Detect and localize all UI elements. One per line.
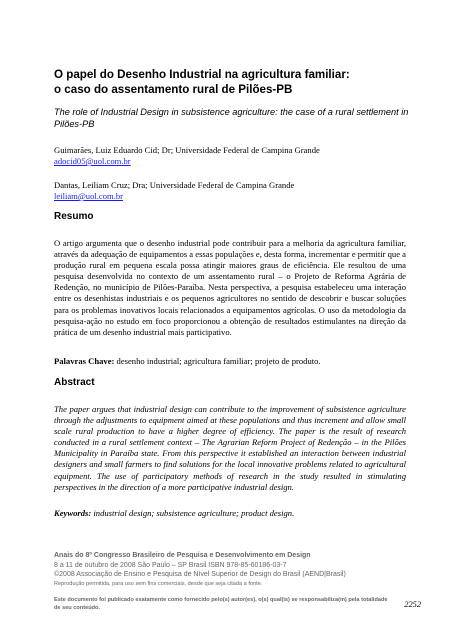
footer-copyright: ©2008 Associação de Ensino e Pesquisa de Nível Superior de Design do Brasil (AEND|Brasil) (54, 571, 346, 578)
author-block-2 (54, 180, 414, 202)
footer-disclaimer: Este documento foi publicado exatamente como fornecido pelo(s) autor(es), o(s) qual(is) se responsabiliza(m) pela totalidade de seu conteúdo. (54, 597, 388, 611)
palavras-chave-label: Palavras Chave: (54, 356, 115, 366)
keywords (54, 508, 406, 519)
abstract-heading: Abstract (54, 377, 95, 388)
author-name: Dantas, Leiliam Cruz; Dra; Universidade Federal de Campina Grande (54, 180, 295, 190)
english-title: The role of Industrial Design in subsistence agriculture: the case of a rural settlement in Pilões-PB (54, 107, 409, 129)
footer-conference: Anais do 8º Congresso Brasileiro de Pesquisa e Desenvolvimento em Design (54, 552, 311, 559)
palavras-chave-text: desenho industrial; agricultura familiar; projeto de produto. (114, 356, 321, 366)
title-line-2: o caso do assentamento rural de Pilões-PB (54, 83, 293, 96)
resumo-heading: Resumo (54, 211, 94, 222)
author-name: Guimarães, Luiz Eduardo Cid; Dr; Universidade Federal de Campina Grande (54, 145, 320, 155)
page-number: 2252 (404, 600, 421, 609)
author-email-link[interactable]: leiliam@uol.com.br (54, 191, 124, 201)
footer-dates: 8 a 11 de outubro de 2008 São Paulo – SP Brasil ISBN 978-85-60186-03-7 (54, 562, 287, 569)
keywords-label: Keywords: (54, 508, 92, 518)
author-block-1 (54, 145, 414, 167)
title-line-1: O papel do Desenho Industrial na agricultura familiar: (54, 68, 350, 81)
abstract-text: The paper argues that industrial design can contribute to the improvement of subsistence agriculture through the adjustments to equipment aimed at these populations and thus increment and allow small scale rural production to have a higher degree of efficiency. The paper is the result of research conducted in a rural settlement context – The Agrarian Reform Project of Redenção – in the Pilões Municipality in Paraíba state. From this perspective it established an interaction between industrial designers and small farmers to find solutions for the local innovative problems related to agricultural equipment. The use of participatory methods of research in the study resulted in stimulating perspectives in the direction of a more participative industrial design. (54, 404, 406, 492)
resumo-text: O artigo argumenta que o desenho industrial pode contribuir para a melhoria da agricultura familiar, através da adequação de equipamentos a essas populações e, desta forma, incrementar e permitir que a produção rural em pequena escala possa atingir maiores graus de eficiência. Ele resultou de uma pesquisa desenvolvida no contexto de um assentamento rural – o Projeto de Reforma Agrária de Redenção, no município de Pilões-Paraíba. Nesta perspectiva, a pesquisa estabeleceu uma interação entre os desenhistas industriais e os pequenos agricultores no sentido de descobrir e buscar soluções para os problemas inovativos locais relacionados a equipamentos agrícolas. O uso da metodologia da pesquisa-ação no estudo em foco proporcionou a obtenção de resultados estimulantes na direção da prática de um desenho industrial mais participativo. (54, 238, 406, 337)
author-email-link[interactable]: adocid05@uol.com.br (54, 156, 131, 166)
paper-title (54, 67, 414, 97)
footer-reproduction: Reprodução permitida, para uso sem fins comerciais, desde que seja citada a fonte. (54, 581, 263, 587)
palavras-chave (54, 356, 406, 367)
keywords-text: industrial design; subsistence agriculture; product design. (91, 508, 295, 518)
